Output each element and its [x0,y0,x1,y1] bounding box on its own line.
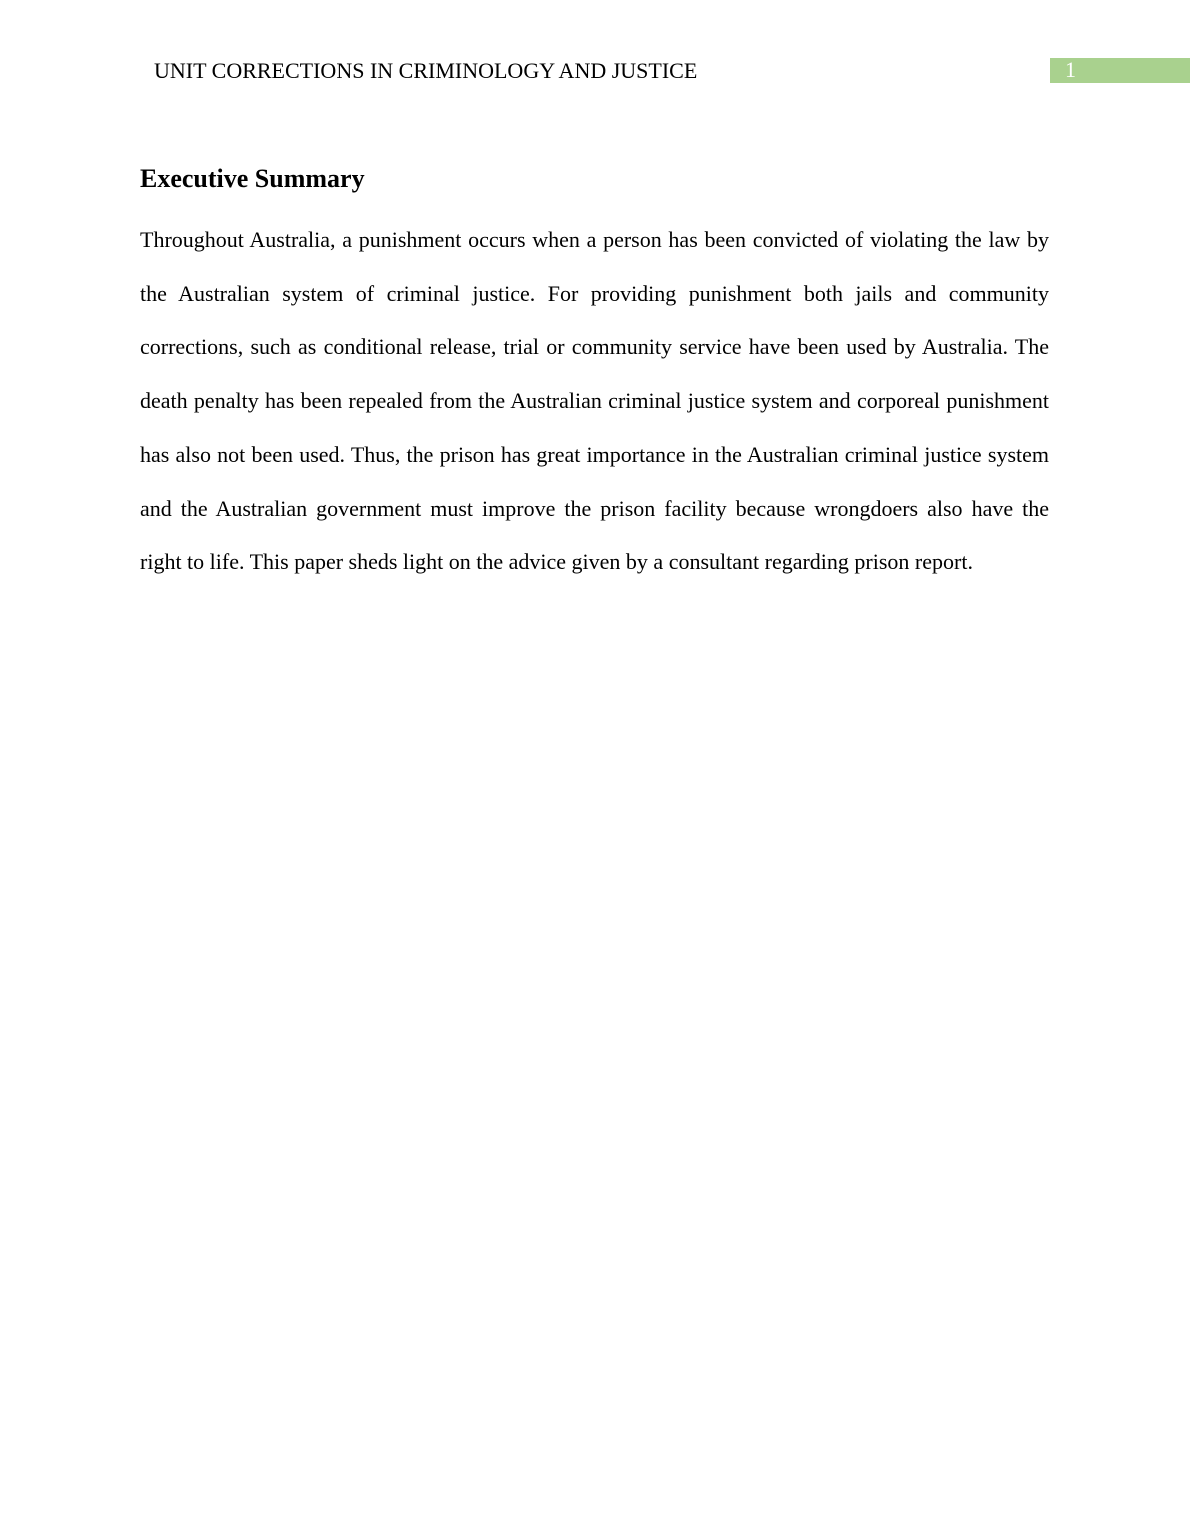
body-paragraph: Throughout Australia, a punishment occurs when a person has been convicted of violating the law by the Australian system of criminal justice. For providing punishment both jails and community corrections, such as conditional release, trial or community service have been used by Australia. The death penalty has been repealed from the Australian criminal justice system and corporeal punishment has also not been used. Thus, the prison has great importance in the Australian criminal justice system and the Australian government must improve the prison facility because wrongdoers also have the right to life. This paper sheds light on the advice given by a consultant regarding prison report. [140,227,1049,575]
page-number: 1 [1065,57,1076,82]
section-heading: Executive Summary [140,164,365,193]
page-number-box [1050,58,1190,83]
running-head: UNIT CORRECTIONS IN CRIMINOLOGY AND JUSTICE [154,58,698,83]
